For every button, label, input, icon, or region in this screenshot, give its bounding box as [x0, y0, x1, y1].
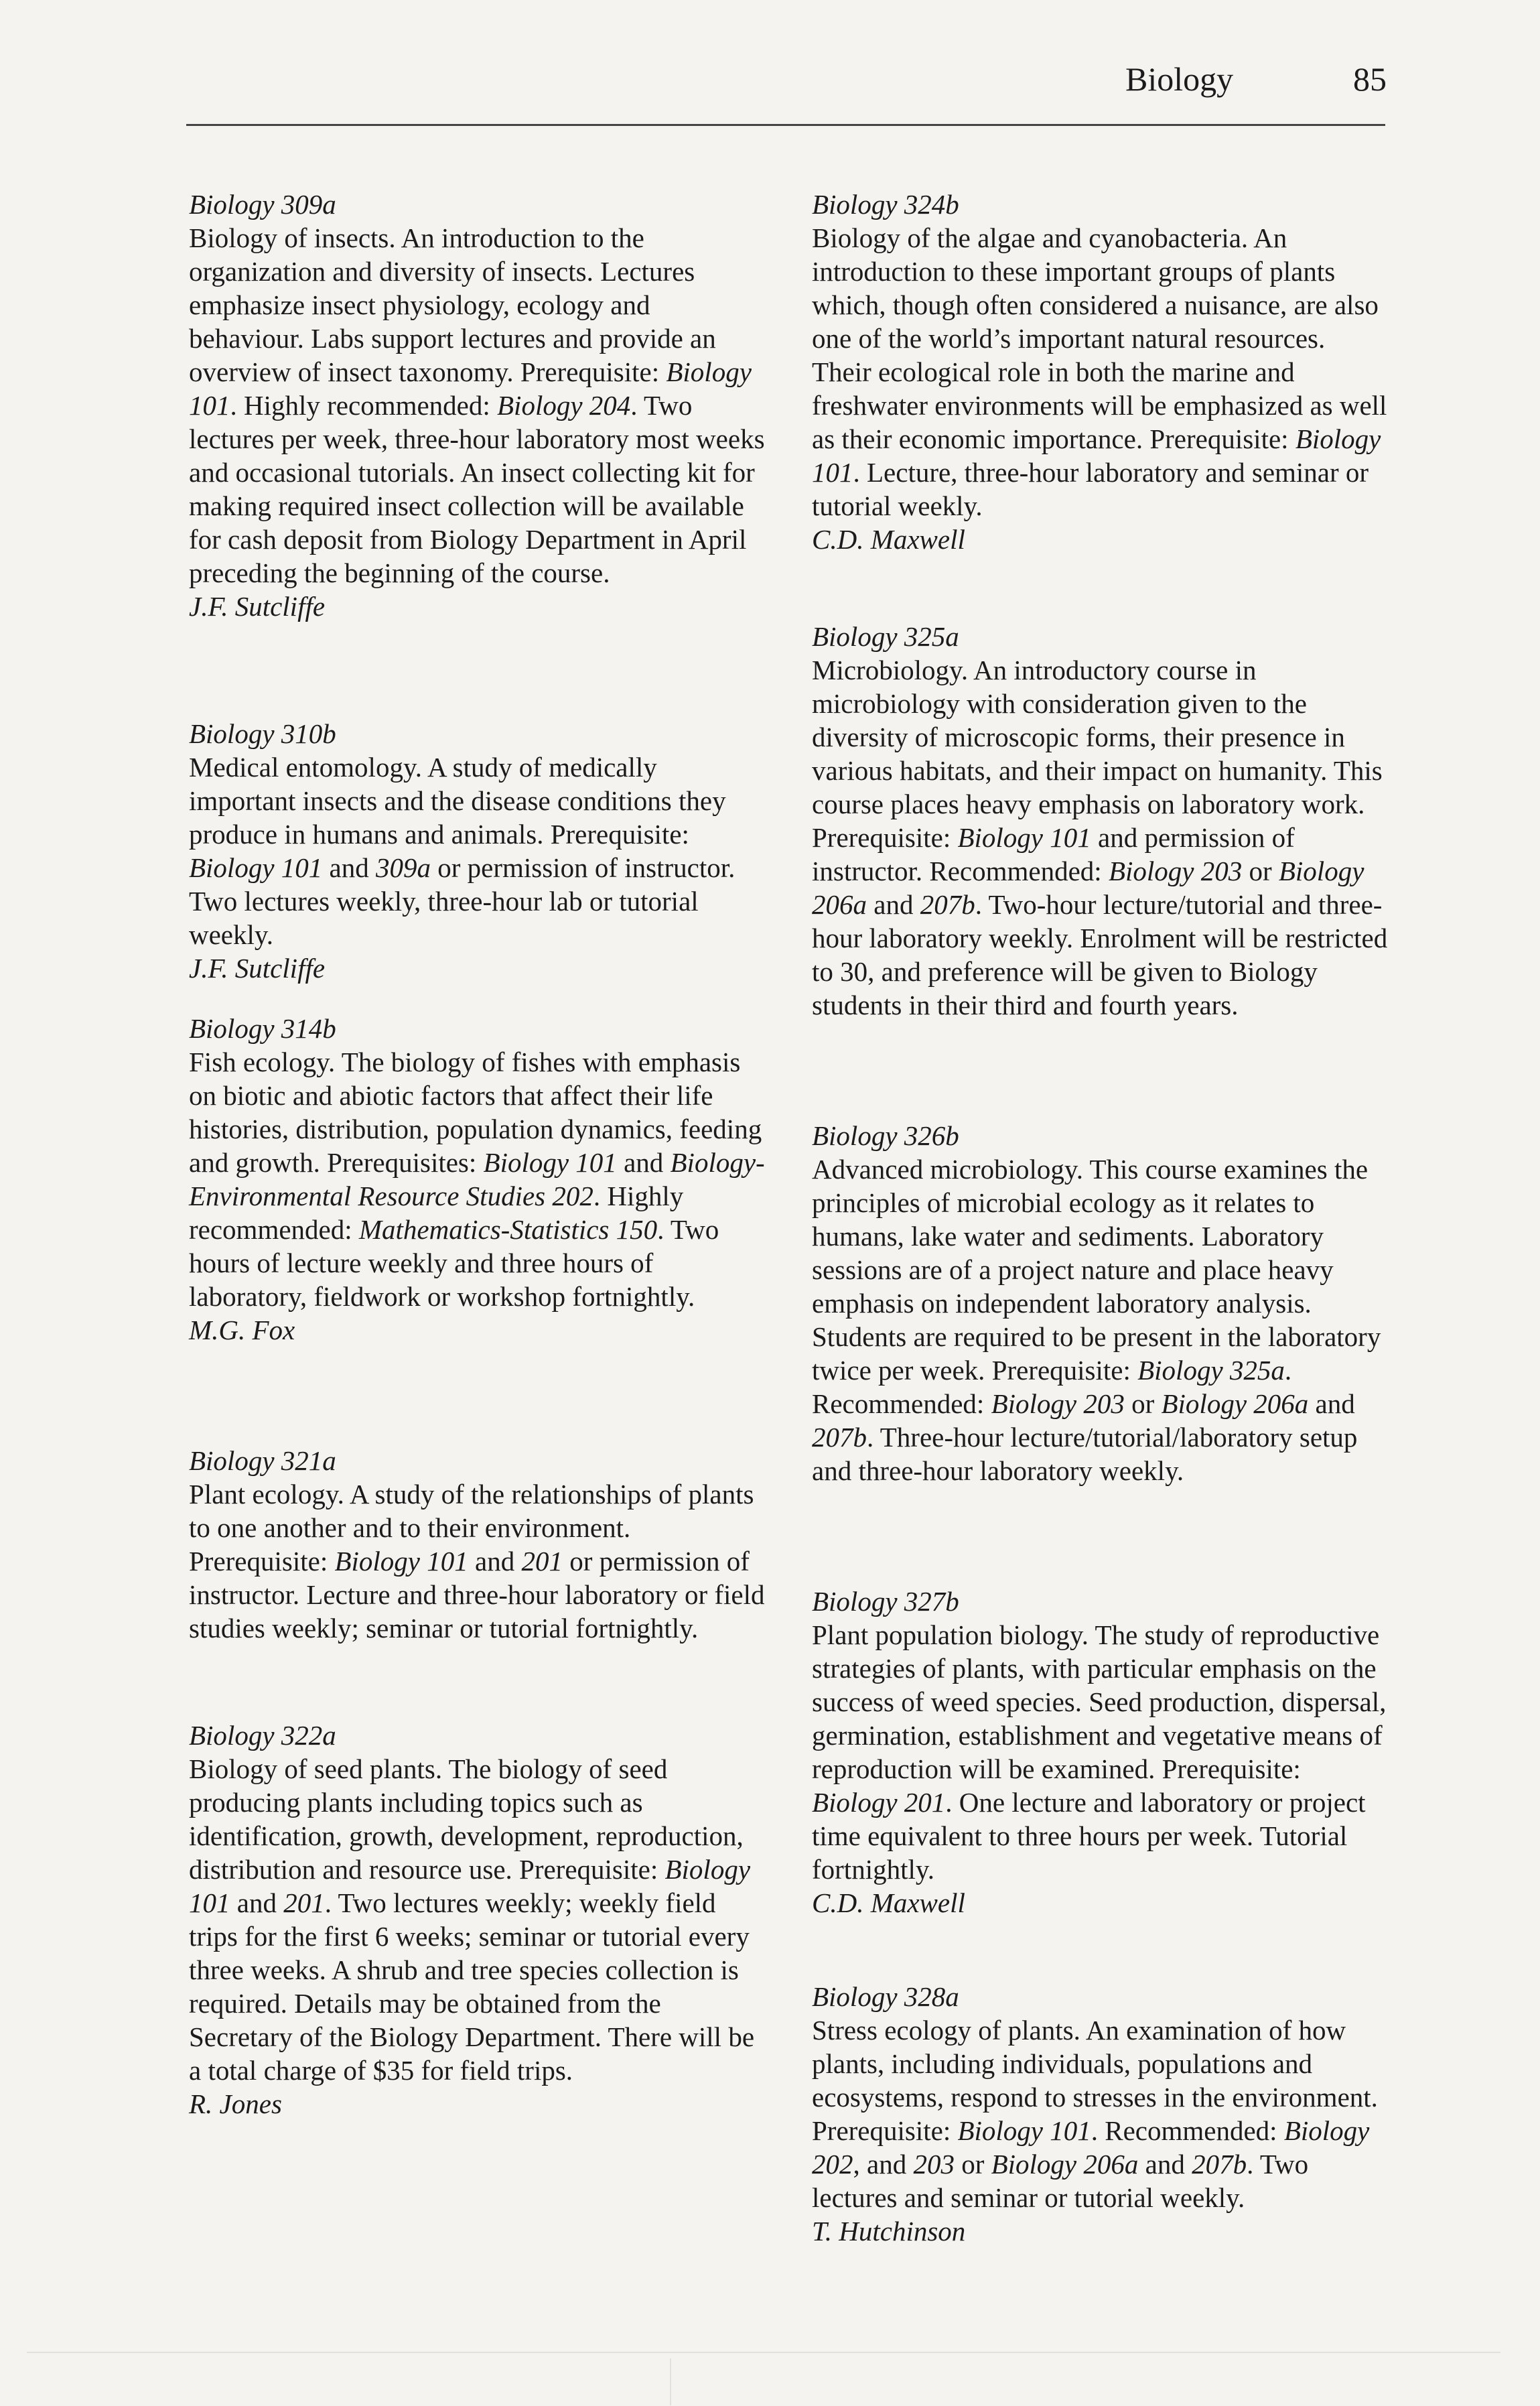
description-text: and: [230, 1887, 284, 1918]
course-description: [812, 2013, 1388, 2214]
course-instructor: T. Hutchinson: [812, 2216, 966, 2247]
course-code: Biology 321a: [189, 1445, 336, 1476]
description-text: Biology of seed plants. The biology of seed producing plants including topics such as identification, growth, development, reproduction, distribution and resource use. Prerequisite:: [189, 1753, 744, 1885]
course-instructor: J.F. Sutcliffe: [189, 591, 326, 622]
footer-shadow-line: [27, 2352, 1500, 2353]
course-reference: Biology 101: [483, 1147, 617, 1178]
course-instructor: C.D. Maxwell: [812, 524, 965, 555]
course-instructor: J.F. Sutcliffe: [189, 953, 326, 984]
course-reference: 207b: [812, 1422, 867, 1453]
description-text: . Lecture, three-hour laboratory and seminar or tutorial weekly.: [812, 457, 1369, 521]
footer-shadow-line: [670, 2358, 671, 2405]
description-text: or: [954, 2149, 991, 2180]
course-code: Biology 324b: [812, 189, 959, 220]
course-reference: Biology 204: [497, 390, 631, 421]
course-code: Biology 309a: [189, 189, 336, 220]
course-entry: [189, 188, 765, 623]
course-reference: 207b: [1192, 2149, 1247, 2180]
course-entry: [812, 1980, 1388, 2248]
description-text: . Highly recommended:: [230, 390, 498, 421]
description-text: Stress ecology of plants. An examination of how plants, including individuals, populations and ecosystems, respond to stresses in the environment. Prerequisite:: [812, 2015, 1378, 2146]
course-entry: [189, 1719, 765, 2121]
course-entry: [189, 1012, 765, 1347]
description-text: . Two lectures and seminar or tutorial weekly.: [812, 2149, 1309, 2213]
course-reference: Biology 101: [334, 1546, 468, 1577]
course-instructor: M.G. Fox: [189, 1315, 295, 1345]
course-code: Biology 310b: [189, 718, 336, 749]
course-reference: Biology 206a: [991, 2149, 1139, 2180]
description-text: . Two hours of lecture weekly and three hours of laboratory, fieldwork or workshop fortnightly.: [189, 1214, 719, 1312]
course-reference: 207b: [920, 889, 975, 920]
description-text: . Two-hour lecture/tutorial and three-hour laboratory weekly. Enrolment will be restricted to 30, and preference will be given to Biology students in their third and fourth years.: [812, 889, 1388, 1020]
course-description: [189, 750, 765, 951]
course-reference: 201: [521, 1546, 563, 1577]
course-reference: Biology 201: [812, 1787, 946, 1818]
course-code: Biology 325a: [812, 621, 959, 652]
description-text: . Recommended:: [812, 1355, 1292, 1419]
description-text: and: [1308, 1388, 1355, 1419]
description-text: and: [1138, 2149, 1192, 2180]
course-reference: Biology 325a: [1137, 1355, 1285, 1386]
description-text: . One lecture and laboratory or project time equivalent to three hours per week. Tutorial fortnightly.: [812, 1787, 1366, 1885]
course-description: [189, 221, 765, 590]
course-code: Biology 328a: [812, 1981, 959, 2012]
description-text: Plant population biology. The study of reproductive strategies of plants, with particular emphasis on the success of weed species. Seed production, dispersal, germination, establishment and vegetative means of reproduction will be examined. Prerequisite:: [812, 1619, 1387, 1784]
description-text: Microbiology. An introductory course in microbiology with consideration given to the diversity of microscopic forms, their presence in various habitats, and their impact on humanity. This course places heavy emphasis on laboratory work. Prerequisite:: [812, 655, 1383, 853]
description-text: Biology of insects. An introduction to the organization and diversity of insects. Lectures emphasize insect physiology, ecology and behaviour. Labs support lectures and provide an overview of insect taxonomy. Prerequisite:: [189, 222, 716, 387]
description-text: and permission of instructor. Recommended:: [812, 822, 1295, 886]
course-description: [812, 221, 1388, 523]
course-reference: 309a: [375, 852, 431, 883]
course-description: [812, 1618, 1388, 1886]
course-reference: Biology 203: [991, 1388, 1125, 1419]
course-code: Biology 314b: [189, 1013, 336, 1044]
header-rule: [186, 124, 1385, 126]
description-text: or: [1124, 1388, 1162, 1419]
description-text: . Two lectures per week, three-hour laboratory most weeks and occasional tutorials. An insect collecting kit for making required insect collection will be available for cash deposit from Biology Department in April preceding the beginning of the course.: [189, 390, 765, 588]
course-entry: [189, 1444, 765, 1645]
description-text: Advanced microbiology. This course examines the principles of microbial ecology as it relates to humans, lake water and sediments. Laboratory sessions are of a project nature and place heavy emphasis on independent laboratory analysis. Students are required to be present in the laboratory twice per week. Prerequisite:: [812, 1154, 1381, 1386]
course-reference: Biology 101: [957, 822, 1091, 853]
description-text: , and: [853, 2149, 914, 2180]
description-text: and: [322, 852, 376, 883]
description-text: . Three-hour lecture/tutorial/laboratory setup and three-hour laboratory weekly.: [812, 1422, 1358, 1486]
page-number: 85: [1353, 60, 1387, 98]
course-reference: 203: [913, 2149, 955, 2180]
course-description: [189, 1045, 765, 1313]
description-text: or permission of instructor. Lecture and three-hour laboratory or field studies weekly; seminar or tutorial fortnightly.: [189, 1546, 765, 1644]
course-reference: Biology 206a: [812, 856, 1364, 920]
description-text: Fish ecology. The biology of fishes with emphasis on biotic and abiotic factors that affect their life histories, distribution, population dynamics, feeding and growth. Prerequisites:: [189, 1047, 762, 1178]
description-text: Plant ecology. A study of the relationships of plants to one another and to their environment. Prerequisite:: [189, 1479, 754, 1577]
course-reference: Biology 203: [1108, 856, 1243, 886]
section-title: Biology: [1125, 60, 1234, 98]
course-description: [189, 1477, 765, 1645]
description-text: . Recommended:: [1091, 2115, 1284, 2146]
description-text: or: [1242, 856, 1279, 886]
course-reference: Biology 101: [189, 356, 752, 421]
course-reference: Biology 101: [812, 423, 1381, 488]
course-entry: [812, 188, 1388, 556]
course-description: [189, 1752, 765, 2087]
course-entry: [812, 1119, 1388, 1487]
description-text: and: [616, 1147, 671, 1178]
course-code: Biology 322a: [189, 1720, 336, 1751]
course-reference: Biology 202: [812, 2115, 1370, 2180]
course-code: Biology 326b: [812, 1120, 959, 1151]
description-text: or permission of instructor. Two lectures weekly, three-hour lab or tutorial weekly.: [189, 852, 736, 950]
course-reference: Biology 101: [957, 2115, 1091, 2146]
description-text: and: [867, 889, 920, 920]
course-entry: [189, 717, 765, 985]
course-reference: Biology-Environmental Resource Studies 202: [189, 1147, 765, 1211]
description-text: . Highly recommended:: [189, 1181, 684, 1245]
course-reference: Biology 206a: [1161, 1388, 1309, 1419]
course-description: [812, 1152, 1388, 1487]
course-description: [812, 653, 1388, 1022]
description-text: Biology of the algae and cyanobacteria. An introduction to these important groups of plants which, though often considered a nuisance, are also one of the world’s important natural resources. Their ecological role in both the marine and freshwater environments will be emphasized as well as their economic importance. Prerequisite:: [812, 222, 1387, 454]
course-reference: Biology 101: [189, 1854, 751, 1918]
course-reference: 201: [283, 1887, 325, 1918]
running-header: [1099, 52, 1387, 106]
course-instructor: C.D. Maxwell: [812, 1887, 965, 1918]
course-entry: [812, 1585, 1388, 1920]
description-text: Medical entomology. A study of medically important insects and the disease conditions they produce in humans and animals. Prerequisite:: [189, 752, 726, 850]
description-text: . Two lectures weekly; weekly field trips for the first 6 weeks; seminar or tutorial every three weeks. A shrub and tree species collection is required. Details may be obtained from the Secretary of the Biology Department. There will be a total charge of $35 for field trips.: [189, 1887, 755, 2086]
course-reference: Biology 101: [189, 852, 323, 883]
course-reference: Mathematics-Statistics 150: [358, 1214, 658, 1245]
course-instructor: R. Jones: [189, 2088, 282, 2119]
course-entry: [812, 620, 1388, 1022]
course-code: Biology 327b: [812, 1586, 959, 1617]
description-text: and: [468, 1546, 522, 1577]
